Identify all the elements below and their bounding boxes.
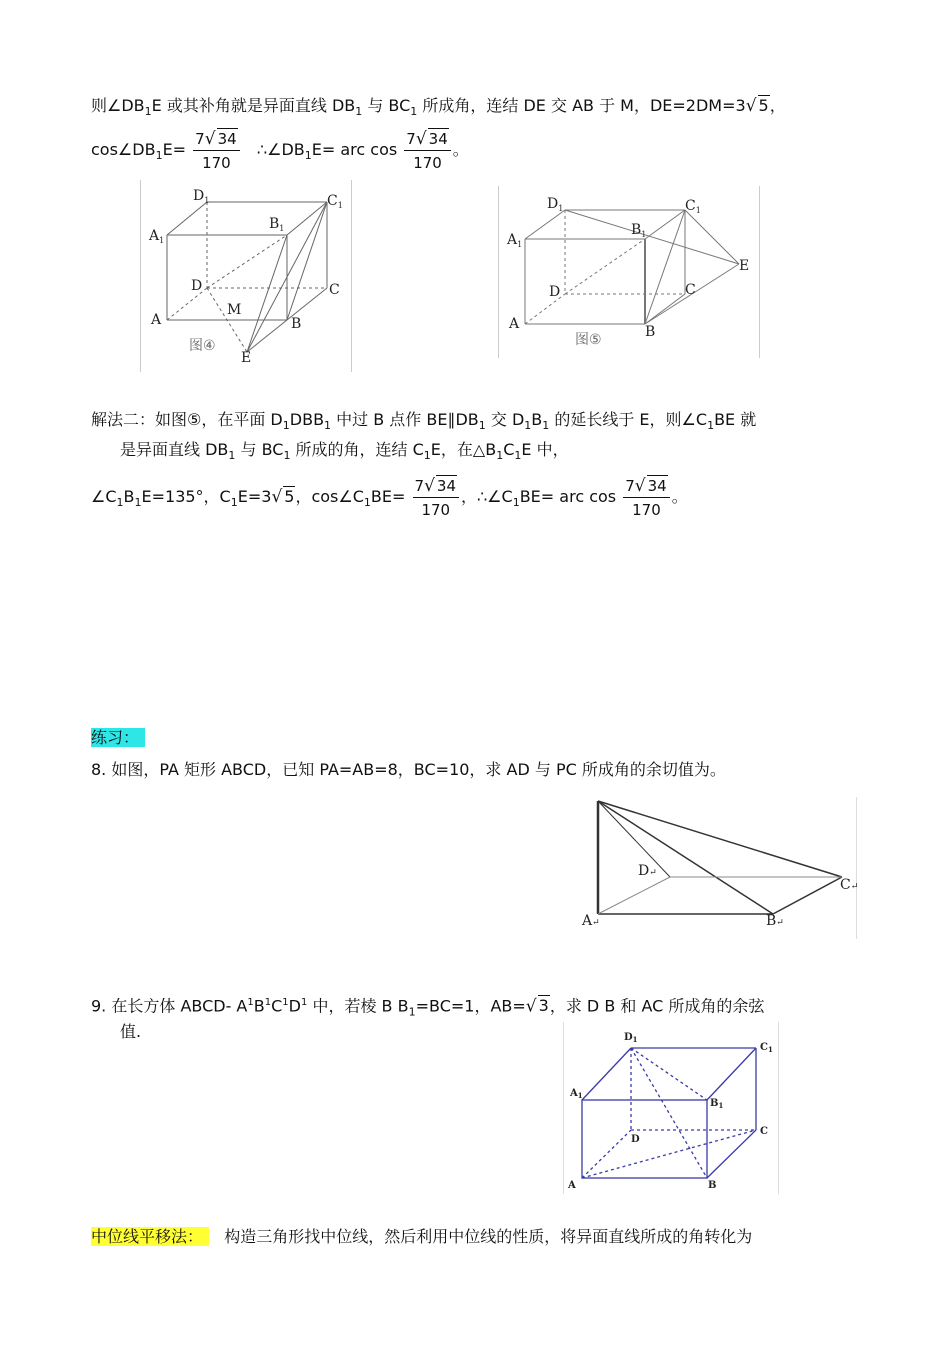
- svg-text:M: M: [227, 302, 242, 318]
- svg-text:D1: $D_1$: [547, 196, 564, 213]
- svg-text:C: C: [760, 1126, 768, 1137]
- question-8: 8. 如图，PA 矩形 ABCD，已知 PA=AB=8，BC=10，求 AD 与 PC 所成角的余切值为。: [91, 760, 726, 779]
- question-9-line-2: 值.: [120, 1022, 142, 1041]
- fraction: $\frac{7√ 34}{170}$: [623, 475, 669, 520]
- fraction: $\frac{7√ 34}{170}$: [413, 475, 459, 520]
- svg-text:D1: $D_1$: [624, 1032, 638, 1044]
- svg-text:C↵: C↵: [840, 877, 859, 893]
- solution2-line-3: $\angle C_1B_1E=135^\circ$，$C_1E=3√$ 5，$\cos\angle C_1BE=$ $\frac{7√ 34}{170}$ ，$\therefore\angle C_1BE=$ arc cos $\frac{7√ 34}{170}$ 。: [91, 476, 688, 519]
- svg-text:C1: $C_1$: [685, 198, 701, 215]
- svg-text:C1: $C_1$: [327, 193, 343, 210]
- fraction: $\frac{7√ 34}{170}$: [404, 128, 450, 173]
- solution2-line-1: 解法二：如图⑤，在平面 $D_1DBB_1$ 中过 B 点作 $BE\parallel DB_1$ 交 $D_1B_1$ 的延长线于 E，则$\angle C_1BE$ 就: [91, 410, 757, 433]
- svg-text:图④: 图④: [189, 338, 216, 354]
- svg-text:D: D: [631, 1134, 640, 1145]
- svg-text:A: A: [568, 1180, 576, 1191]
- svg-text:D↵: D↵: [638, 863, 657, 879]
- svg-text:C: C: [329, 282, 340, 298]
- svg-text:A1: $A_1$: [507, 232, 523, 249]
- svg-text:B: B: [291, 316, 302, 332]
- midline-method: 中位线平移法： 构造三角形找中位线，然后利用中位线的性质，将异面直线所成的角转化为: [91, 1227, 753, 1246]
- svg-text:B↵: B↵: [766, 913, 784, 929]
- svg-text:A: A: [509, 316, 520, 332]
- svg-text:E: E: [739, 258, 750, 274]
- svg-text:B: B: [645, 324, 656, 340]
- svg-text:A1: $A_1$: [570, 1088, 583, 1100]
- svg-text:C: C: [685, 282, 696, 298]
- figure-5: [498, 186, 760, 358]
- fraction: $\frac{7√ 34}{170}$: [193, 128, 239, 173]
- svg-text:D: D: [191, 278, 203, 294]
- solution2-line-2: 是异面直线 $DB_1$ 与 $BC_1$ 所成的角，连结 $C_1E$，在$\triangle B_1C_1E$ 中，: [120, 440, 569, 463]
- figure-q8: [580, 797, 857, 939]
- exercise-label: 练习：: [91, 728, 145, 748]
- svg-text:B: B: [708, 1180, 717, 1191]
- svg-text:A1: $A_1$: [149, 228, 165, 245]
- svg-text:D: D: [549, 284, 561, 300]
- solution-line-1: 则$\angle DB_1E$ 或其补角就是异面直线 $DB_1$ 与 $BC_1$ 所成角，连结 DE 交 AB 于 M，DE=2DM=3√ 5，: [91, 96, 786, 119]
- figure-4: [140, 180, 352, 372]
- svg-text:B1: $B_1$: [269, 216, 285, 233]
- svg-text:B1: $B_1$: [631, 222, 647, 239]
- figure-q9: [563, 1022, 779, 1194]
- svg-text:A↵: A↵: [582, 913, 600, 929]
- svg-text:A: A: [151, 312, 162, 328]
- svg-text:E: E: [241, 350, 252, 366]
- question-9: 9. 在长方体 ABCD- $A^1B^1C^1D^1$ 中，若棱 B $B_1=BC=1$，AB=√ 3，求 D B 和 AC 所成角的余弦: [91, 996, 765, 1019]
- svg-text:B1: $B_1$: [710, 1098, 724, 1110]
- svg-text:图⑤: 图⑤: [575, 332, 602, 348]
- svg-text:D1: $D_1$: [193, 188, 210, 205]
- solution-line-2: $\cos\angle DB_1E=$ $\frac{7√ 34}{170}$ $\therefore\angle DB_1E=$ arc cos $\frac{7√ 34}{170}$ 。: [91, 129, 469, 172]
- svg-text:C1: $C_1$: [760, 1042, 773, 1054]
